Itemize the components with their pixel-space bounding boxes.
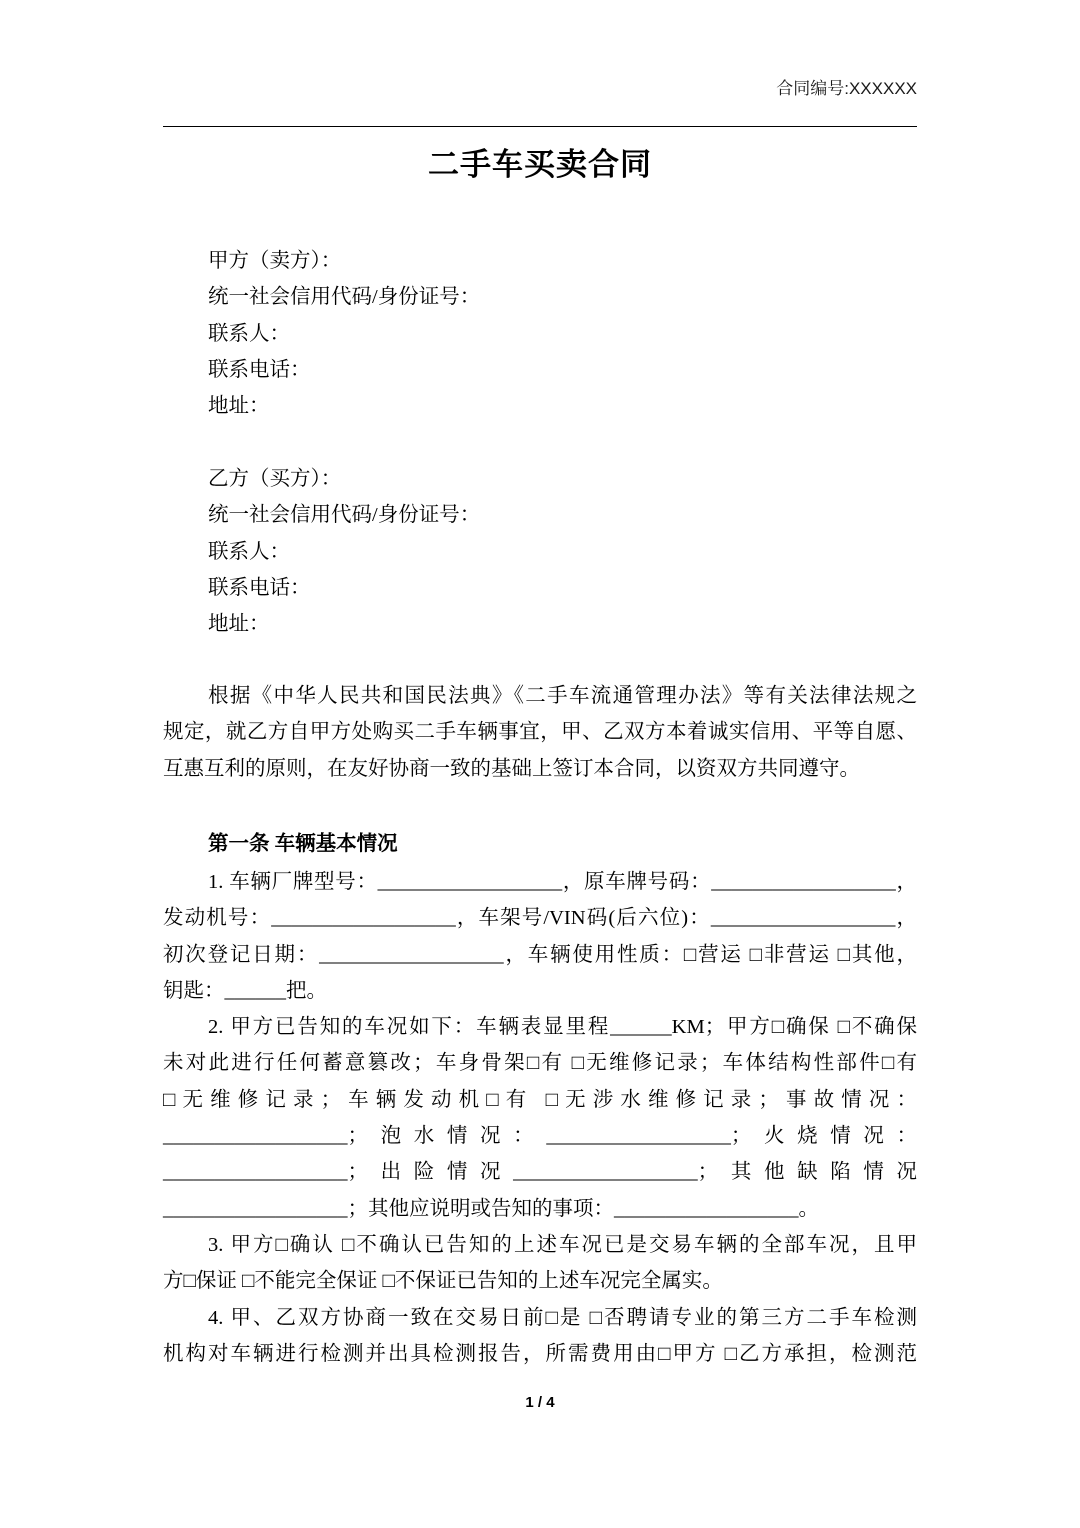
party-a-contact: 联系人：: [208, 322, 290, 345]
item-line: 2. 甲方已告知的车况如下：车辆表显里程______KM；甲方□确保 □不确保: [208, 1016, 917, 1039]
article-1-heading: 第一条 车辆基本情况: [208, 833, 398, 855]
item-line: 4. 甲、乙双方协商一致在交易日前□是 □否聘请专业的第三方二手车检测: [208, 1306, 917, 1329]
article-1-item-1: [163, 864, 917, 1009]
article-1-body: [163, 864, 917, 1372]
article-1-item-4: [163, 1300, 917, 1373]
party-a-phone: 联系电话：: [208, 358, 311, 381]
page-number: 1 / 4: [525, 1394, 555, 1411]
item-line: 发动机号：__________________，车架号/VIN码(后六位)：__________________，: [163, 907, 917, 930]
contract-number: 合同编号:XXXXXX: [776, 79, 917, 98]
article-1-item-2: [163, 1009, 917, 1227]
header-divider: [163, 126, 917, 127]
item-line: 3. 甲方□确认 □不确认已告知的上述车况已是交易车辆的全部车况，且甲: [208, 1233, 917, 1256]
article-1-item-3: [163, 1227, 917, 1300]
item-line: 方□保证 □不能完全保证 □不保证已告知的上述车况完全属实。: [163, 1270, 723, 1293]
party-b-phone: 联系电话：: [208, 576, 311, 599]
item-line: __________________；出险情况__________________；其他缺陷情况: [163, 1161, 917, 1184]
item-line: 未对此进行任何蓄意篡改；车身骨架□有 □无维修记录；车体结构性部件□有: [163, 1052, 917, 1075]
party-a-address: 地址：: [208, 395, 270, 418]
preamble-line: 互惠互利的原则，在友好协商一致的基础上签订本合同，以资双方共同遵守。: [163, 757, 860, 780]
document-title: 二手车买卖合同: [428, 147, 652, 182]
item-line: 钥匙：______把。: [163, 979, 327, 1002]
article-1-heading-block: [163, 826, 917, 862]
item-line: 1. 车辆厂牌型号：__________________，原车牌号码：__________________，: [208, 871, 917, 893]
item-line: __________________；其他应说明或告知的事项：__________________。: [163, 1197, 819, 1220]
item-line: __________________；泡水情况：__________________；火烧情况：: [163, 1125, 917, 1148]
party-b-role: 乙方（买方）：: [208, 468, 342, 490]
item-line: □无维修记录；车辆发动机□有 □无涉水维修记录；事故情况：: [163, 1088, 917, 1111]
preamble-line: 根据《中华人民共和国民法典》《二手车流通管理办法》等有关法律法规之: [208, 685, 917, 707]
preamble-line: 规定，就乙方自甲方处购买二手车辆事宜，甲、乙双方本着诚实信用、平等自愿、: [163, 721, 917, 744]
party-b-address: 地址：: [208, 613, 270, 636]
party-a-role: 甲方（卖方）：: [208, 250, 342, 272]
party-b-block: [163, 461, 917, 642]
party-b-contact: 联系人：: [208, 540, 290, 563]
party-b-credit-code: 统一社会信用代码/身份证号：: [208, 504, 481, 527]
item-line: 机构对车辆进行检测并出具检测报告，所需费用由□甲方 □乙方承担，检测范: [163, 1342, 917, 1365]
party-a-credit-code: 统一社会信用代码/身份证号：: [208, 286, 481, 309]
party-a-block: [163, 243, 917, 424]
preamble-paragraph: [163, 678, 917, 787]
item-line: 初次登记日期：__________________，车辆使用性质：□营运 □非营运 □其他，: [163, 943, 917, 966]
